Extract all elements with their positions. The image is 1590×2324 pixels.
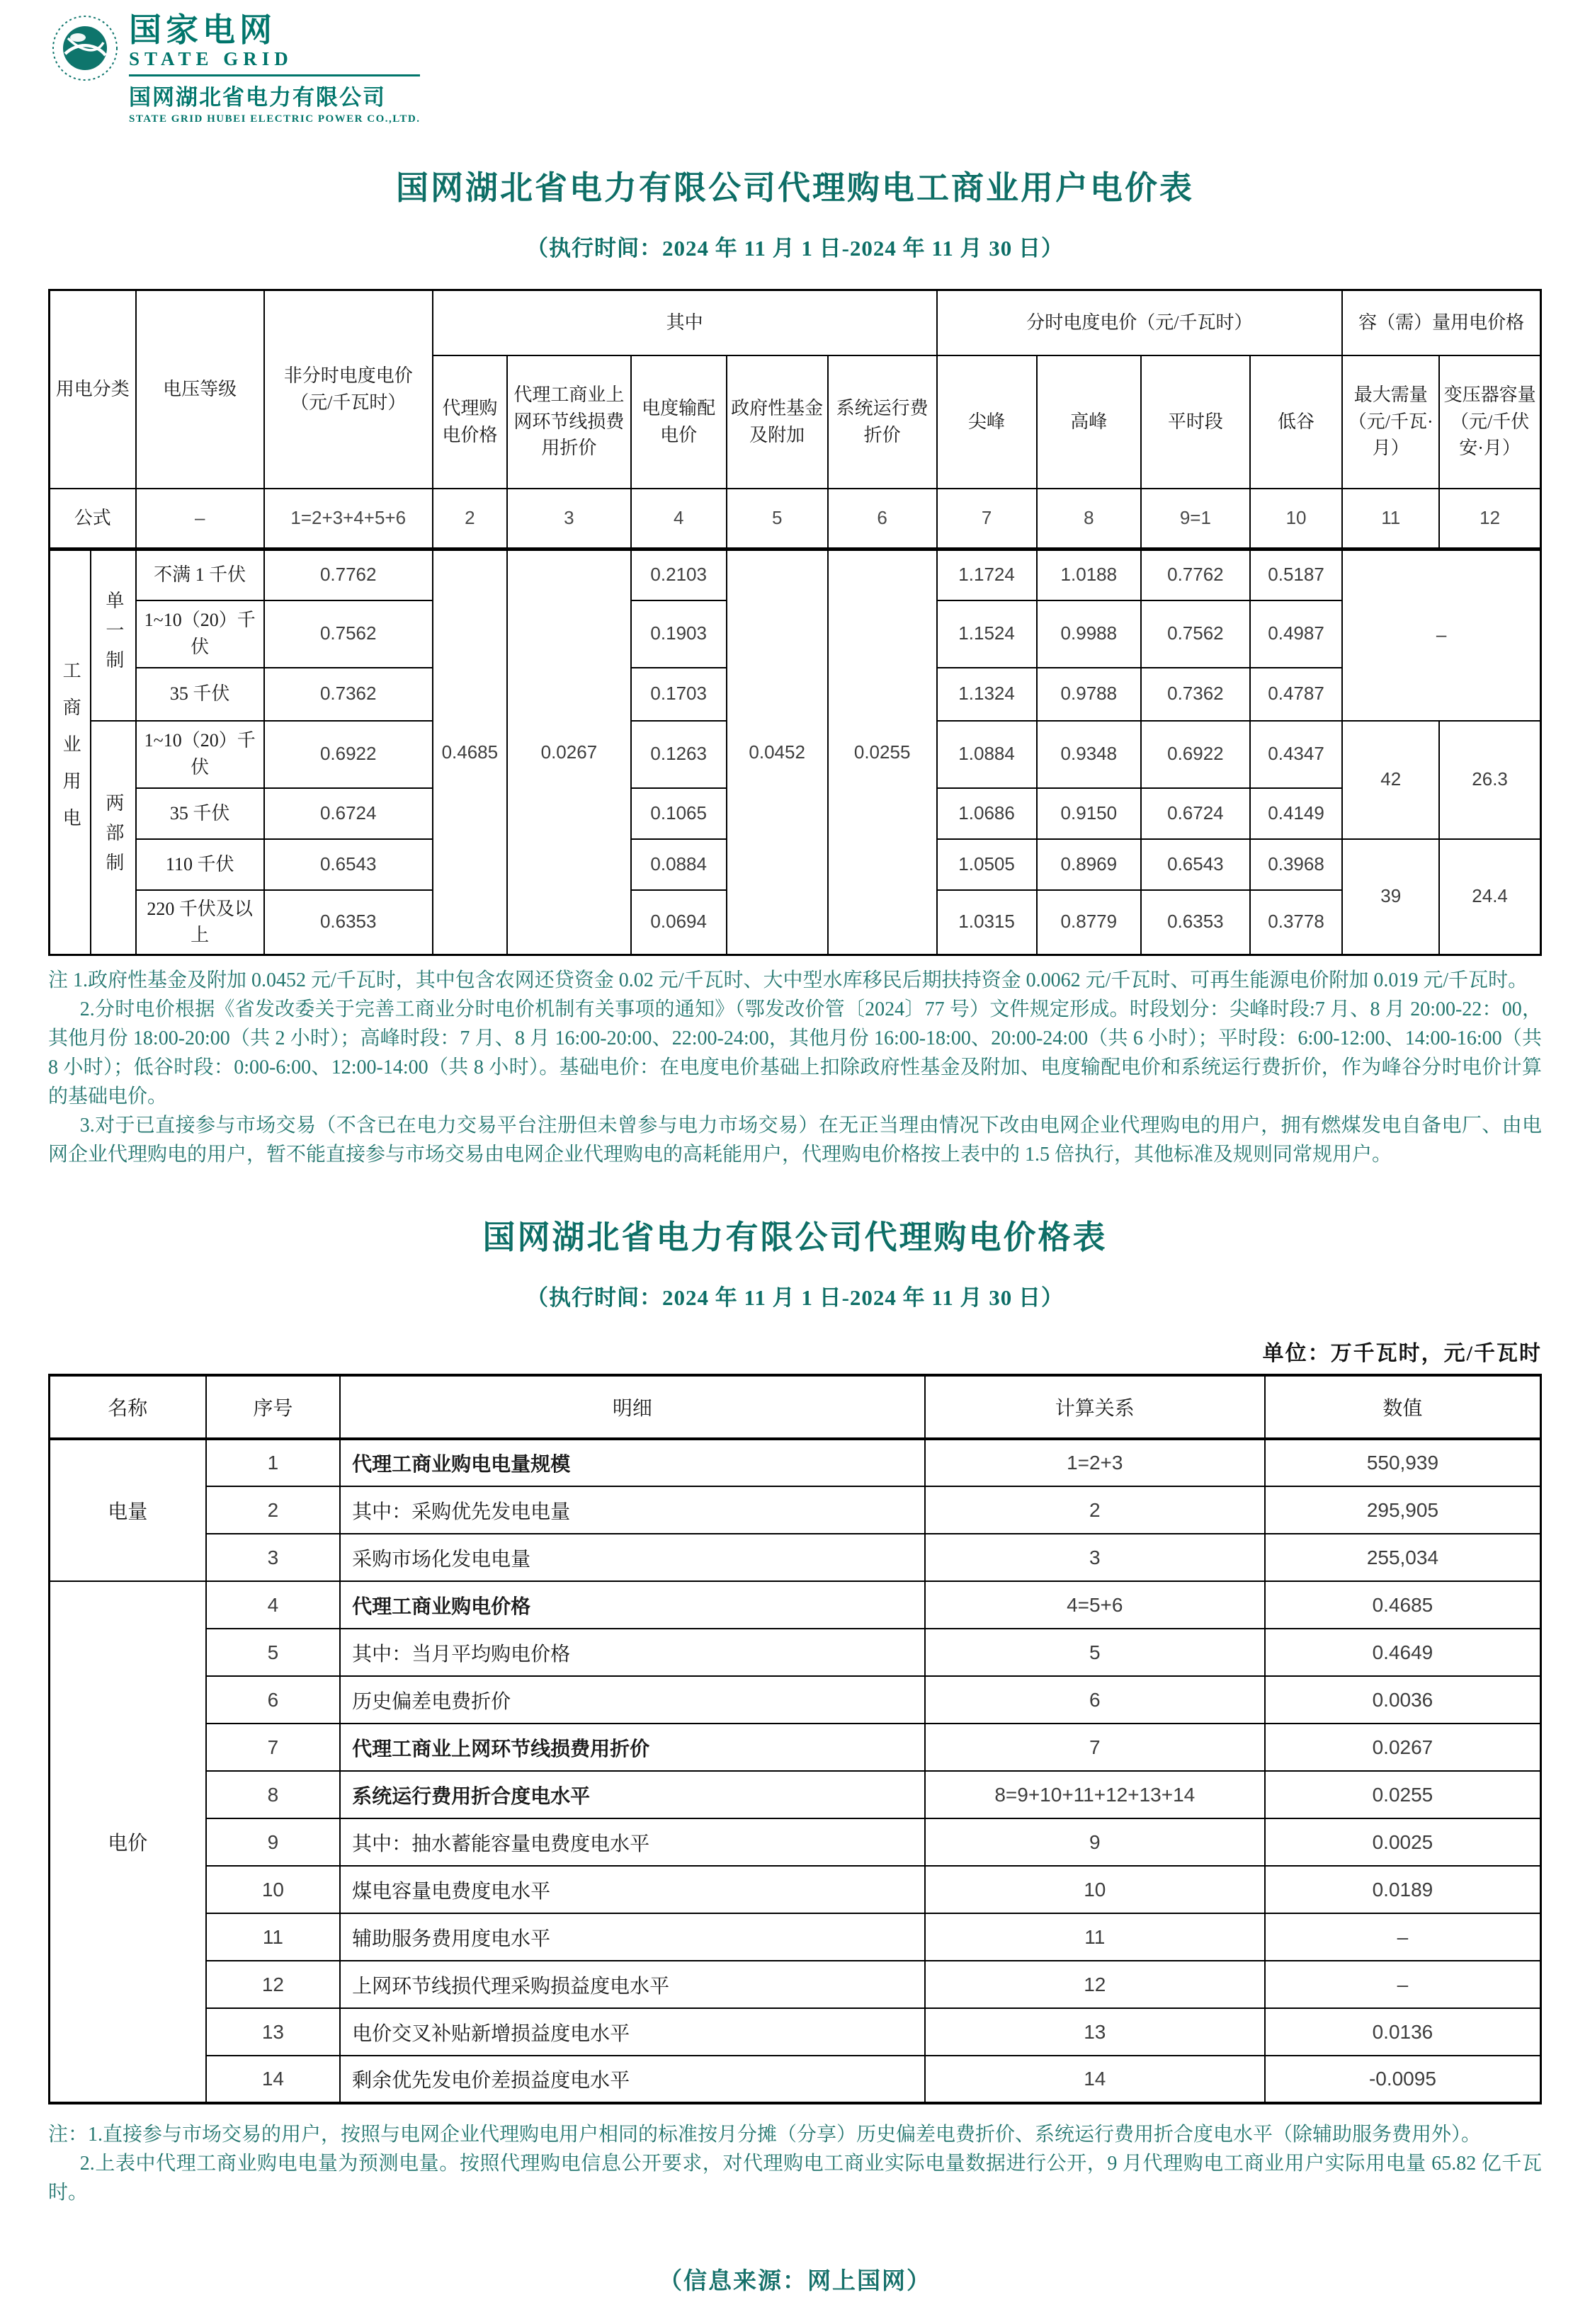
relation-cell: 14 — [925, 2056, 1265, 2103]
table2-row — [50, 1866, 1541, 1913]
value-cell: – — [1265, 1961, 1541, 2008]
value-cell: 0.4685 — [1265, 1581, 1541, 1629]
sharp-cell: 1.0884 — [937, 721, 1037, 788]
transmission-cell: 0.1703 — [631, 668, 727, 721]
relation-cell: 10 — [925, 1866, 1265, 1913]
relation-cell: 6 — [925, 1676, 1265, 1724]
header-value: 数值 — [1265, 1375, 1541, 1439]
transformer-capacity-cell: 24.4 — [1439, 839, 1540, 955]
header-detail: 明细 — [340, 1375, 925, 1439]
normal-cell: 0.6353 — [1141, 890, 1250, 955]
table2-row — [50, 1771, 1541, 1818]
detail-cell: 其中：抽水蓄能容量电费度电水平 — [340, 1818, 925, 1866]
peak-cell: 0.9788 — [1037, 668, 1141, 721]
normal-cell: 0.7762 — [1141, 549, 1250, 600]
value-cell: – — [1265, 1913, 1541, 1961]
formula-cell: 11 — [1342, 489, 1439, 549]
transmission-cell: 0.2103 — [631, 549, 727, 600]
detail-cell: 上网环节线损代理采购损益度电水平 — [340, 1961, 925, 2008]
valley-cell: 0.4347 — [1250, 721, 1343, 788]
peak-cell: 0.8779 — [1037, 890, 1141, 955]
formula-label: 公式 — [50, 489, 136, 549]
valley-cell: 0.4149 — [1250, 788, 1343, 839]
formula-cell: 9=1 — [1141, 489, 1250, 549]
sharp-cell: 1.1724 — [937, 549, 1037, 600]
formula-cell: 1=2+3+4+5+6 — [264, 489, 433, 549]
no-cell: 5 — [206, 1629, 341, 1676]
table2-row — [50, 1534, 1541, 1581]
normal-cell: 0.6922 — [1141, 721, 1250, 788]
formula-cell: 8 — [1037, 489, 1141, 549]
table2-row — [50, 1818, 1541, 1866]
detail-cell: 煤电容量电费度电水平 — [340, 1866, 925, 1913]
flat-price-cell: 0.7762 — [264, 549, 433, 600]
agency-price-merged-cell: 0.4685 — [433, 549, 507, 955]
table2-row — [50, 1676, 1541, 1724]
group-price-label: 电价 — [50, 1581, 206, 2103]
table1-row — [50, 549, 1541, 600]
value-cell: 255,034 — [1265, 1534, 1541, 1581]
table1-notes — [48, 966, 1542, 1169]
voltage-cell: 不满 1 千伏 — [136, 549, 264, 600]
table2-notes — [48, 2120, 1542, 2207]
peak-cell: 0.9150 — [1037, 788, 1141, 839]
group-energy-label: 电量 — [50, 1439, 206, 1581]
table2-row — [50, 2008, 1541, 2056]
note-line: 2.分时电价根据《省发改委关于完善工商业分时电价机制有关事项的通知》（鄂发改价管〔2024〕77 号）文件规定形成。时段划分：尖峰时段:7 月、8 月 20:00-22：00，其他月份 18:00-20:00（共 2 小时）；高峰时段：7 月、8 月 16:00-20:00、22:00-24:00，其他月份 16:00-18:00、20:00-24:00（共 6 小时）；平时段：6:00-12:00、14:00-16:00（共 8 小时）；低谷时段：0:00-6:00、12:00-14:00（共 8 小时）。基础电价：在电度电价基础上扣除政府性基金及附加、电度输配电价和系统运行费折价，作为峰谷分时电价计算的基础电价。 — [48, 998, 1542, 1107]
no-cell: 6 — [206, 1676, 341, 1724]
normal-cell: 0.7562 — [1141, 600, 1250, 668]
header-voltage-level: 电压等级 — [136, 290, 264, 489]
company-name-cn: 国网湖北省电力有限公司 — [129, 85, 386, 110]
agency-purchase-price-table — [48, 1374, 1542, 2104]
no-cell: 2 — [206, 1486, 341, 1534]
no-cell: 11 — [206, 1913, 341, 1961]
table2-title: 国网湖北省电力有限公司代理购电价格表 — [482, 1219, 1108, 1255]
formula-cell: 10 — [1250, 489, 1343, 549]
formula-cell: 7 — [937, 489, 1037, 549]
formula-cell: 12 — [1439, 489, 1540, 549]
table1-subtitle: （执行时间：2024 年 11 月 1 日-2024 年 11 月 30 日） — [526, 236, 1064, 261]
logo-divider — [129, 74, 420, 76]
value-cell: -0.0095 — [1265, 2056, 1541, 2103]
header-valley: 低谷 — [1250, 355, 1343, 489]
header-transmission-price: 电度输配电价 — [631, 355, 727, 489]
flat-price-cell: 0.6543 — [264, 839, 433, 890]
brand-name-en: STATE GRID — [129, 48, 293, 69]
value-cell: 0.0255 — [1265, 1771, 1541, 1818]
capacity-none-cell: – — [1342, 549, 1540, 721]
peak-cell: 0.8969 — [1037, 839, 1141, 890]
brand-name-cn: 国家电网 — [129, 12, 276, 48]
no-cell: 12 — [206, 1961, 341, 2008]
formula-cell: 5 — [727, 489, 828, 549]
state-grid-logo — [0, 0, 1590, 125]
grid-loss-merged-cell: 0.0267 — [507, 549, 631, 955]
value-cell: 0.0025 — [1265, 1818, 1541, 1866]
sharp-cell: 1.1324 — [937, 668, 1037, 721]
table2-row — [50, 2056, 1541, 2103]
value-cell: 295,905 — [1265, 1486, 1541, 1534]
header-grid-loss: 代理工商业上网环节线损费用折价 — [507, 355, 631, 489]
valley-cell: 0.3778 — [1250, 890, 1343, 955]
relation-cell: 9 — [925, 1818, 1265, 1866]
system-single-label: 单一制 — [91, 549, 135, 721]
detail-cell: 代理工商业购电价格 — [340, 1581, 925, 1629]
peak-cell: 0.9988 — [1037, 600, 1141, 668]
detail-cell: 电价交叉补贴新增损益度电水平 — [340, 2008, 925, 2056]
relation-cell: 4=5+6 — [925, 1581, 1265, 1629]
note-line: 注：1.直接参与市场交易的用户，按照与电网企业代理购电用户相同的标准按月分摊（分享）历史偏差电费折价、系统运行费用折合度电水平（除辅助服务费用外）。 — [48, 2124, 1482, 2146]
sharp-cell: 1.1524 — [937, 600, 1037, 668]
flat-price-cell: 0.6353 — [264, 890, 433, 955]
voltage-cell: 110 千伏 — [136, 839, 264, 890]
transmission-cell: 0.1903 — [631, 600, 727, 668]
flat-price-cell: 0.7562 — [264, 600, 433, 668]
table2-row — [50, 1439, 1541, 1486]
value-cell: 0.0189 — [1265, 1866, 1541, 1913]
sharp-cell: 1.0505 — [937, 839, 1037, 890]
header-transformer-capacity: 变压器容量（元/千伏安·月） — [1439, 355, 1540, 489]
header-sharp-peak: 尖峰 — [937, 355, 1037, 489]
detail-cell: 历史偏差电费折价 — [340, 1676, 925, 1724]
header-max-demand: 最大需量（元/千瓦·月） — [1342, 355, 1439, 489]
header-group-among: 其中 — [433, 290, 937, 355]
relation-cell: 1=2+3 — [925, 1439, 1265, 1486]
relation-cell: 13 — [925, 2008, 1265, 2056]
relation-cell: 5 — [925, 1629, 1265, 1676]
table2-header-row — [50, 1375, 1541, 1439]
category-label: 工商业用电 — [50, 549, 91, 955]
unit-note: 单位：万千瓦时，元/千瓦时 — [1262, 1342, 1542, 1365]
transmission-cell: 0.0884 — [631, 839, 727, 890]
valley-cell: 0.4987 — [1250, 600, 1343, 668]
transformer-capacity-cell: 26.3 — [1439, 721, 1540, 839]
valley-cell: 0.3968 — [1250, 839, 1343, 890]
formula-cell: 2 — [433, 489, 507, 549]
no-cell: 3 — [206, 1534, 341, 1581]
relation-cell: 7 — [925, 1724, 1265, 1771]
peak-cell: 1.0188 — [1037, 549, 1141, 600]
formula-cell: 4 — [631, 489, 727, 549]
relation-cell: 11 — [925, 1913, 1265, 1961]
no-cell: 7 — [206, 1724, 341, 1771]
table2-subtitle: （执行时间：2024 年 11 月 1 日-2024 年 11 月 30 日） — [526, 1285, 1064, 1310]
company-name-en: STATE GRID HUBEI ELECTRIC POWER CO.,LTD. — [129, 113, 421, 125]
voltage-cell: 1~10（20）千伏 — [136, 600, 264, 668]
detail-cell: 系统运行费用折合度电水平 — [340, 1771, 925, 1818]
value-cell: 0.4649 — [1265, 1629, 1541, 1676]
transmission-cell: 0.1065 — [631, 788, 727, 839]
system-two-part-label: 两部制 — [91, 721, 135, 955]
detail-cell: 代理工商业上网环节线损费用折价 — [340, 1724, 925, 1771]
relation-cell: 8=9+10+11+12+13+14 — [925, 1771, 1265, 1818]
formula-cell: – — [136, 489, 264, 549]
table2-row — [50, 1961, 1541, 2008]
voltage-cell: 35 千伏 — [136, 788, 264, 839]
state-grid-emblem-icon — [51, 14, 119, 86]
formula-cell: 3 — [507, 489, 631, 549]
normal-cell: 0.6543 — [1141, 839, 1250, 890]
value-cell: 550,939 — [1265, 1439, 1541, 1486]
table1-formula-row — [50, 489, 1541, 549]
normal-cell: 0.6724 — [1141, 788, 1250, 839]
header-gov-fund: 政府性基金及附加 — [727, 355, 828, 489]
max-demand-cell: 39 — [1342, 839, 1439, 955]
sharp-cell: 1.0315 — [937, 890, 1037, 955]
value-cell: 0.0136 — [1265, 2008, 1541, 2056]
voltage-cell: 1~10（20）千伏 — [136, 721, 264, 788]
detail-cell: 辅助服务费用度电水平 — [340, 1913, 925, 1961]
header-system-fee: 系统运行费折价 — [828, 355, 937, 489]
no-cell: 13 — [206, 2008, 341, 2056]
industrial-commercial-user-price-table — [48, 289, 1542, 956]
table2-row — [50, 1486, 1541, 1534]
no-cell: 1 — [206, 1439, 341, 1486]
detail-cell: 剩余优先发电价差损益度电水平 — [340, 2056, 925, 2103]
gov-fund-merged-cell: 0.0452 — [727, 549, 828, 955]
table2-row — [50, 1724, 1541, 1771]
no-cell: 10 — [206, 1866, 341, 1913]
flat-price-cell: 0.6922 — [264, 721, 433, 788]
header-relation: 计算关系 — [925, 1375, 1265, 1439]
max-demand-cell: 42 — [1342, 721, 1439, 839]
detail-cell: 其中：采购优先发电电量 — [340, 1486, 925, 1534]
formula-cell: 6 — [828, 489, 937, 549]
no-cell: 9 — [206, 1818, 341, 1866]
normal-cell: 0.7362 — [1141, 668, 1250, 721]
note-line: 3.对于已直接参与市场交易（不含已在电力交易平台注册但未曾参与电力市场交易）在无正当理由情况下改由电网企业代理购电的用户，拥有燃煤发电自备电厂、由电网企业代理购电的用户，暂不能直接参与市场交易由电网企业代理购电的高耗能用户，代理购电价格按上表中的 1.5 倍执行，其他标准及规则同常规用户。 — [48, 1115, 1542, 1166]
flat-price-cell: 0.6724 — [264, 788, 433, 839]
system-fee-merged-cell: 0.0255 — [828, 549, 937, 955]
no-cell: 14 — [206, 2056, 341, 2103]
sharp-cell: 1.0686 — [937, 788, 1037, 839]
value-cell: 0.0036 — [1265, 1676, 1541, 1724]
header-flat-price: 非分时电度电价（元/千瓦时） — [264, 290, 433, 489]
peak-cell: 0.9348 — [1037, 721, 1141, 788]
no-cell: 4 — [206, 1581, 341, 1629]
relation-cell: 3 — [925, 1534, 1265, 1581]
header-group-capacity: 容（需）量用电价格 — [1342, 290, 1540, 355]
header-peak: 高峰 — [1037, 355, 1141, 489]
info-source-footer: （信息来源：网上国网） — [659, 2269, 931, 2294]
header-no: 序号 — [206, 1375, 341, 1439]
detail-cell: 采购市场化发电电量 — [340, 1534, 925, 1581]
detail-cell: 其中：当月平均购电价格 — [340, 1629, 925, 1676]
table1-header-group-row — [50, 290, 1541, 355]
voltage-cell: 35 千伏 — [136, 668, 264, 721]
relation-cell: 2 — [925, 1486, 1265, 1534]
header-group-tou: 分时电度电价（元/千瓦时） — [937, 290, 1343, 355]
transmission-cell: 0.1263 — [631, 721, 727, 788]
header-name: 名称 — [50, 1375, 206, 1439]
no-cell: 8 — [206, 1771, 341, 1818]
valley-cell: 0.5187 — [1250, 549, 1343, 600]
header-agency-price: 代理购电价格 — [433, 355, 507, 489]
detail-cell: 代理工商业购电电量规模 — [340, 1439, 925, 1486]
valley-cell: 0.4787 — [1250, 668, 1343, 721]
relation-cell: 12 — [925, 1961, 1265, 2008]
table1-title: 国网湖北省电力有限公司代理购电工商业用户电价表 — [396, 170, 1194, 206]
table2-row — [50, 1629, 1541, 1676]
note-line: 2.上表中代理工商业购电电量为预测电量。按照代理购电信息公开要求，对代理购电工商业实际电量数据进行公开，9 月代理购电工商业用户实际用电量 65.82 亿千瓦时。 — [48, 2153, 1542, 2204]
header-normal-period: 平时段 — [1141, 355, 1250, 489]
flat-price-cell: 0.7362 — [264, 668, 433, 721]
transmission-cell: 0.0694 — [631, 890, 727, 955]
value-cell: 0.0267 — [1265, 1724, 1541, 1771]
table2-row — [50, 1581, 1541, 1629]
table2-row — [50, 1913, 1541, 1961]
header-usage-class: 用电分类 — [50, 290, 136, 489]
note-line: 注 1.政府性基金及附加 0.0452 元/千瓦时，其中包含农网还贷资金 0.02 元/千瓦时、大中型水库移民后期扶持资金 0.0062 元/千瓦时、可再生能源电价附加 0.019 元/千瓦时。 — [48, 969, 1528, 991]
voltage-cell: 220 千伏及以上 — [136, 890, 264, 955]
